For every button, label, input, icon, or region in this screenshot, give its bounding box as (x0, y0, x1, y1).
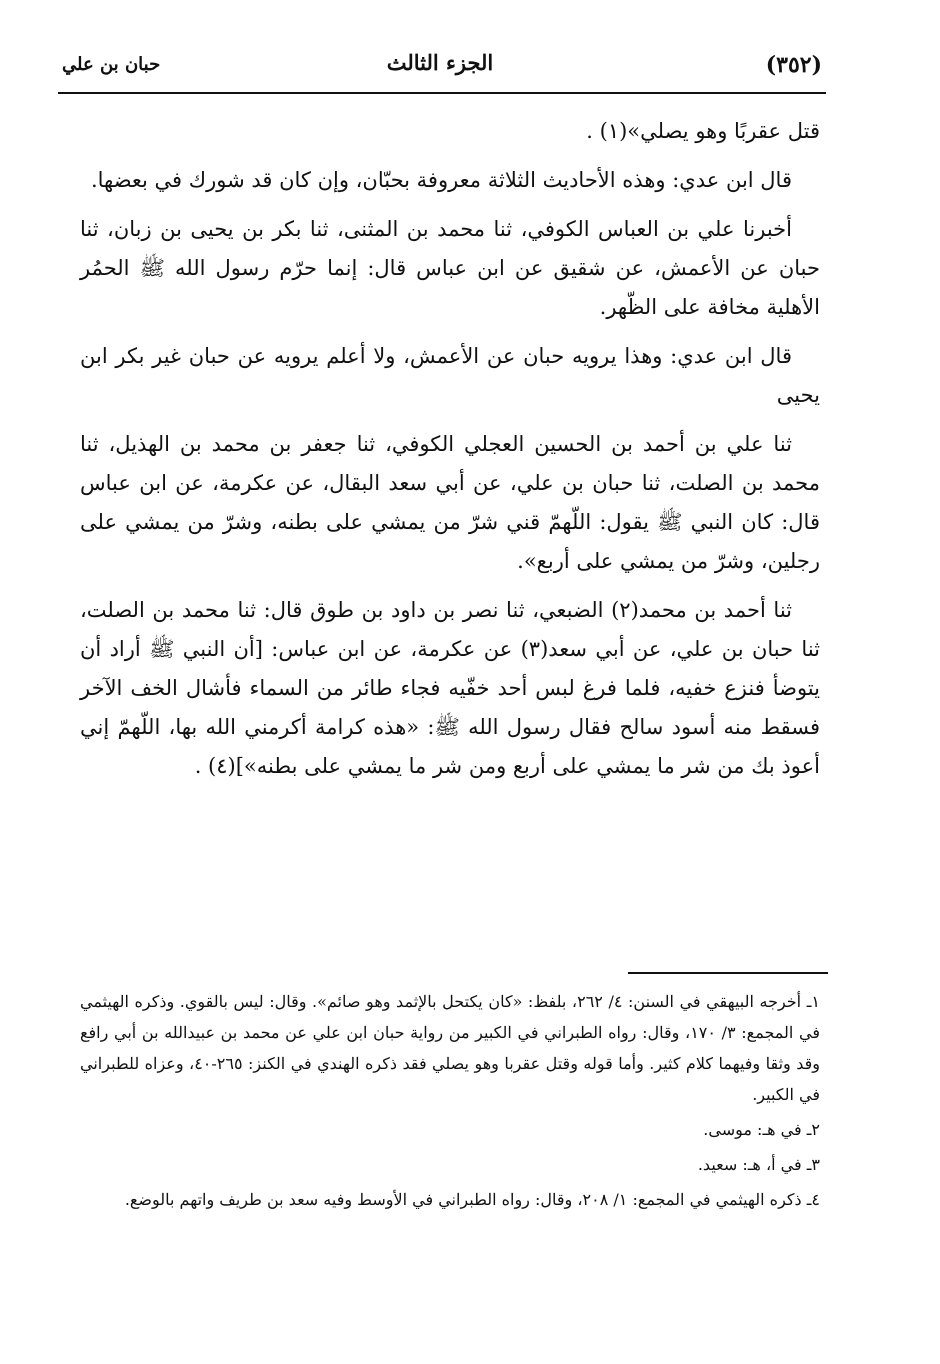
footnote: ٣ـ في أ، هـ: سعيد. (697, 1155, 820, 1174)
paragraph: ثنا علي بن أحمد بن الحسين العجلي الكوفي، ثنا جعفر بن محمد بن الهذيل، ثنا محمد بن الصلت، ثنا حبان بن علي، عن أبي سعد البقال، عن عكرمة، عن ابن عباس قال: كان النبي ﷺ يقول: اللّهمّ قني شرّ من يمشي على بطنه، وشرّ من يمشي على رجلين، وشرّ من يمشي على أربع». (80, 432, 820, 573)
volume-title: الجزء الثالث (386, 50, 494, 75)
footnotes (80, 986, 820, 1219)
footnote: ٢ـ في هـ: موسى. (703, 1120, 820, 1139)
page-number: (٣٥٢) (765, 52, 822, 78)
paragraph: أخبرنا علي بن العباس الكوفي، ثنا محمد بن المثنى، ثنا بكر بن يحيى بن زبان، ثنا حبان عن الأعمش، عن شقيق عن ابن عباس قال: إنما حرّم رسول الله ﷺ الحمُر الأهلية مخافة على الظّهر. (80, 217, 820, 319)
paragraph: ثنا أحمد بن محمد(٢) الضبعي، ثنا نصر بن داود بن طوق قال: ثنا محمد بن الصلت، ثنا حبان بن علي، عن أبي سعد(٣) عن عكرمة، عن ابن عباس: [أن النبي ﷺ أراد أن يتوضأ فنزع خفيه، فلما فرغ لبس أحد خفّيه فجاء طائر من السماء فأشال الخف الآخر فسقط منه أسود سالح فقال رسول الله ﷺ: «هذه كرامة أكرمني الله بها، اللّهمّ إني أعوذ بك من شر ما يمشي على أربع ومن شر ما يمشي على بطنه»](٤) . (80, 598, 820, 778)
footnote: ٤ـ ذكره الهيثمي في المجمع: ١/ ٢٠٨، وقال: رواه الطبراني في الأوسط وفيه سعد بن طريف واتهم بالوضع. (124, 1190, 820, 1209)
paragraph: قال ابن عدي: وهذه الأحاديث الثلاثة معروفة بحبّان، وإن كان قد شورك في بعضها. (90, 168, 792, 192)
footnote: ١ـ أخرجه البيهقي في السنن: ٤/ ٢٦٢، بلفظ: «كان يكتحل بالإثمد وهو صائم». وقال: ليس بالقوي. وذكره الهيثمي في المجمع: ٣/ ١٧٠، وقال: رواه الطبراني في الكبير من رواية حبان ابن علي عن محمد بن عبيدالله بن أبي رافع وقد وثقا وفيهما كلام كثير. وأما قوله وقتل عقربا وهو يصلي فقد ذكره الهندي في الكنز: ٢٦٥-٤٠، وعزاه للطبراني في الكبير. (80, 992, 820, 1104)
paragraph: قتل عقربًا وهو يصلي»(١) . (586, 119, 820, 143)
main-text (80, 112, 820, 796)
paragraph: قال ابن عدي: وهذا يرويه حبان عن الأعمش، ولا أعلم يرويه عن حبان غير بكر ابن يحيى (80, 344, 820, 407)
footnote-rule (628, 972, 828, 974)
header-rule (58, 92, 826, 94)
running-title: حبان بن علي (62, 54, 161, 75)
page-header (58, 46, 822, 86)
